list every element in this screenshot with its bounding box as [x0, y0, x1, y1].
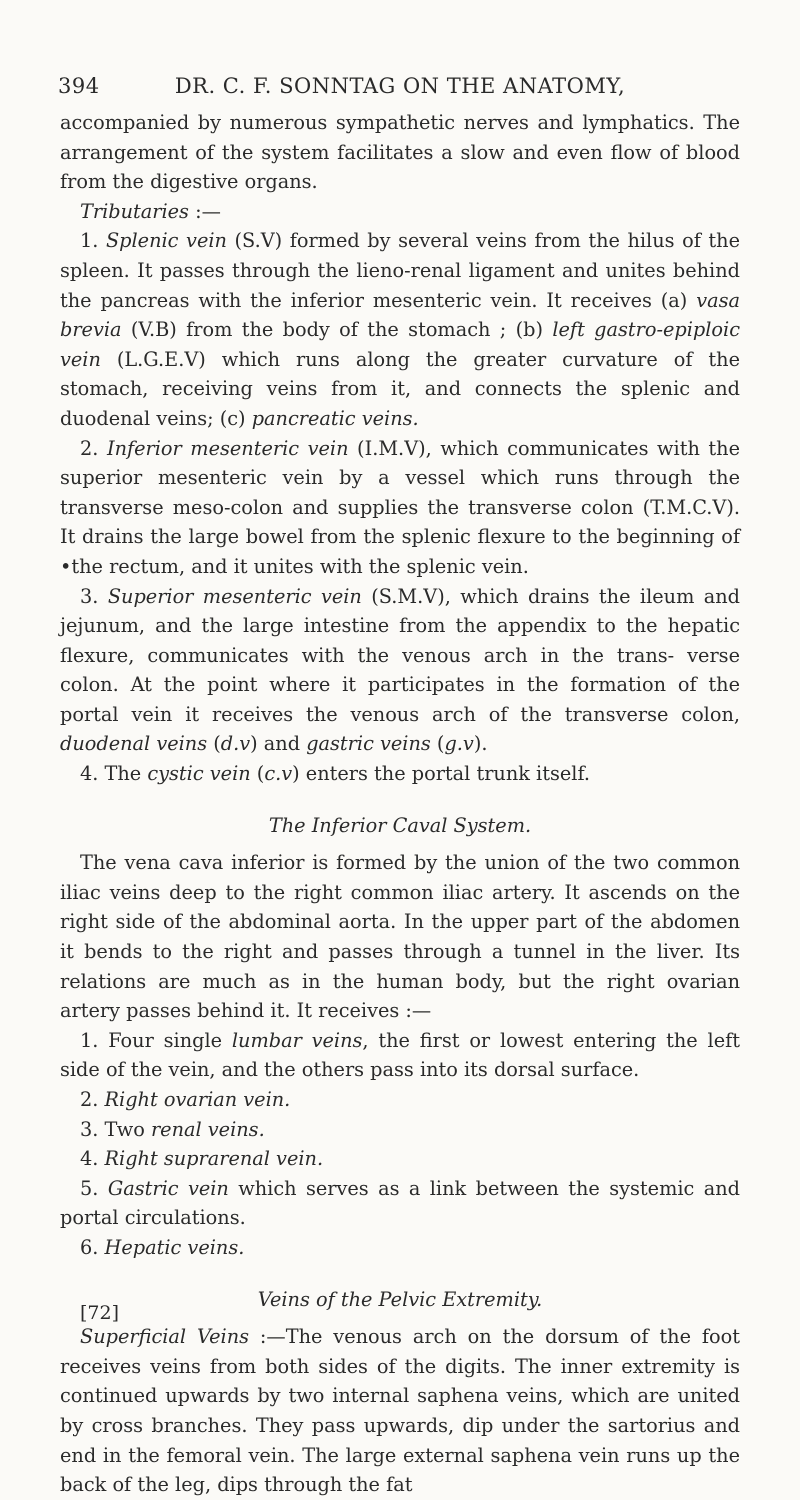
term-splenic: Splenic vein [105, 229, 227, 253]
page-footer-number: [72] [80, 1302, 120, 1324]
term-renal: renal veins. [150, 1117, 265, 1141]
text: (V.B) from the body of the stomach ; (b) [121, 318, 553, 342]
term-gastro: left gastro-epiploic vein [60, 318, 740, 371]
text: (I.M.V), which communicates with the superior mesenteric vein by a vessel which runs through the transverse meso-colon and supplies the transverse colon (T.M.C.V). It drains the large bowel from the splenic flexure to the beginning of •the rectum, and it unites with the splenic vein. [60, 436, 741, 578]
tributaries-suffix: :— [188, 199, 221, 223]
text: :—The venous arch on the dorsum of the foot receives veins from both sides of the digits. The inner extremity is continued upwards by two internal saphena veins, which are united by cross branches. They pass upwards, dip under the sartorius and end in the femoral vein. The large external saphena vein runs up the back of the leg, dips through the fat [60, 1325, 740, 1497]
text: ). [473, 732, 488, 756]
text: ( [250, 762, 265, 786]
item-cystic [60, 759, 740, 789]
item-num: 1. Four single [80, 1028, 232, 1052]
item-num: 6. [80, 1235, 105, 1259]
paragraph-intro: accompanied by numerous sympathetic nerves and lymphatics. The arrangement of the system facilitates a slow and even flow of blood from the digestive organs. [60, 111, 740, 194]
item-num: 4. [80, 1147, 105, 1171]
abbr-gv: g.v [444, 732, 474, 756]
term-pancreatic: pancreatic veins. [251, 406, 419, 430]
abbr-dv: d.v [220, 732, 251, 756]
page-number: 394 [58, 74, 100, 98]
tributaries-line [60, 197, 740, 227]
term-hepatic: Hepatic veins. [104, 1235, 245, 1259]
term-superficial: Superficial Veins [80, 1325, 250, 1349]
term-ovarian: Right ovarian vein. [104, 1088, 291, 1111]
item-num: 3. [80, 584, 108, 608]
term-suprarenal: Right suprarenal vein. [104, 1147, 324, 1171]
tributaries-label: Tributaries [80, 199, 189, 223]
text: ) and [250, 732, 307, 756]
item-num: 1. [80, 229, 106, 253]
text: ( [430, 732, 445, 756]
item-superior-mesenteric [60, 582, 740, 760]
item-num: 3. Two [80, 1117, 151, 1141]
heading-pelvic: Veins of the Pelvic Extremity. [257, 1287, 543, 1311]
text: ( [207, 732, 221, 756]
caval-item-4 [60, 1144, 740, 1174]
caval-item-2 [60, 1085, 740, 1115]
text: (S.M.V), which drains the ileum and jejunum, and the large intestine from the appendix to the hepatic flexure, communicates with the venous arch in the trans- verse colon. At the point where it participates in the formation of the portal vein it receives the venous arch of the transverse colon, [60, 584, 741, 726]
item-num: 5. [80, 1176, 108, 1200]
running-title: DR. C. F. SONNTAG ON THE ANATOMY, [174, 74, 626, 98]
text: , the first or lowest entering the left side of the vein, and the others pass into its dorsal surface. [60, 1028, 740, 1082]
paragraph-caval: The vena cava inferior is formed by the union of the two common iliac veins deep to the right common iliac artery. It ascends on the right side of the abdominal aorta. In the upper part of the abdomen it bends to the right and passes through a tunnel in the liver. Its relations are much as in the human body, but the right ovarian artery passes behind it. It receives :— [60, 851, 740, 1023]
item-num: 4. The [80, 762, 148, 786]
term-inferior-mesenteric: Inferior mesenteric vein [106, 436, 349, 460]
item-inferior-mesenteric [60, 434, 740, 582]
item-splenic [60, 226, 740, 433]
body-text [60, 108, 740, 1500]
caval-item-5 [60, 1174, 740, 1233]
term-gastric-vein: Gastric vein [107, 1176, 229, 1200]
text: (S.V) formed by several veins from the hilus of the spleen. It passes through the lieno-renal ligament and unites behind the pancreas with the inferior mesenteric vein. It receives (a) [60, 229, 740, 312]
item-num: 2. [80, 1088, 105, 1111]
text: (L.G.E.V) which runs along the greater curvature of the stomach, receiving veins from it, and connects the splenic and duodenal veins; (c) [60, 347, 740, 430]
term-duodenal: duodenal veins [60, 732, 208, 756]
caval-item-1 [60, 1026, 740, 1085]
term-lumbar: lumbar veins [231, 1028, 363, 1052]
heading-caval: The Inferior Caval System. [268, 813, 532, 837]
caval-item-6 [60, 1233, 740, 1263]
caval-item-3 [60, 1115, 740, 1145]
term-vasa: vasa brevia [60, 288, 740, 342]
term-superior-mesenteric: Superior mesenteric vein [107, 584, 362, 608]
paragraph-superficial [60, 1322, 740, 1500]
text: which serves as a link between the systemic and portal circulations. [60, 1176, 740, 1230]
term-gastric: gastric veins [306, 732, 431, 756]
text: ) enters the portal trunk itself. [292, 762, 591, 786]
item-num: 2. [80, 436, 107, 460]
abbr-cv: c.v [264, 762, 293, 786]
term-cystic: cystic vein [147, 762, 251, 786]
